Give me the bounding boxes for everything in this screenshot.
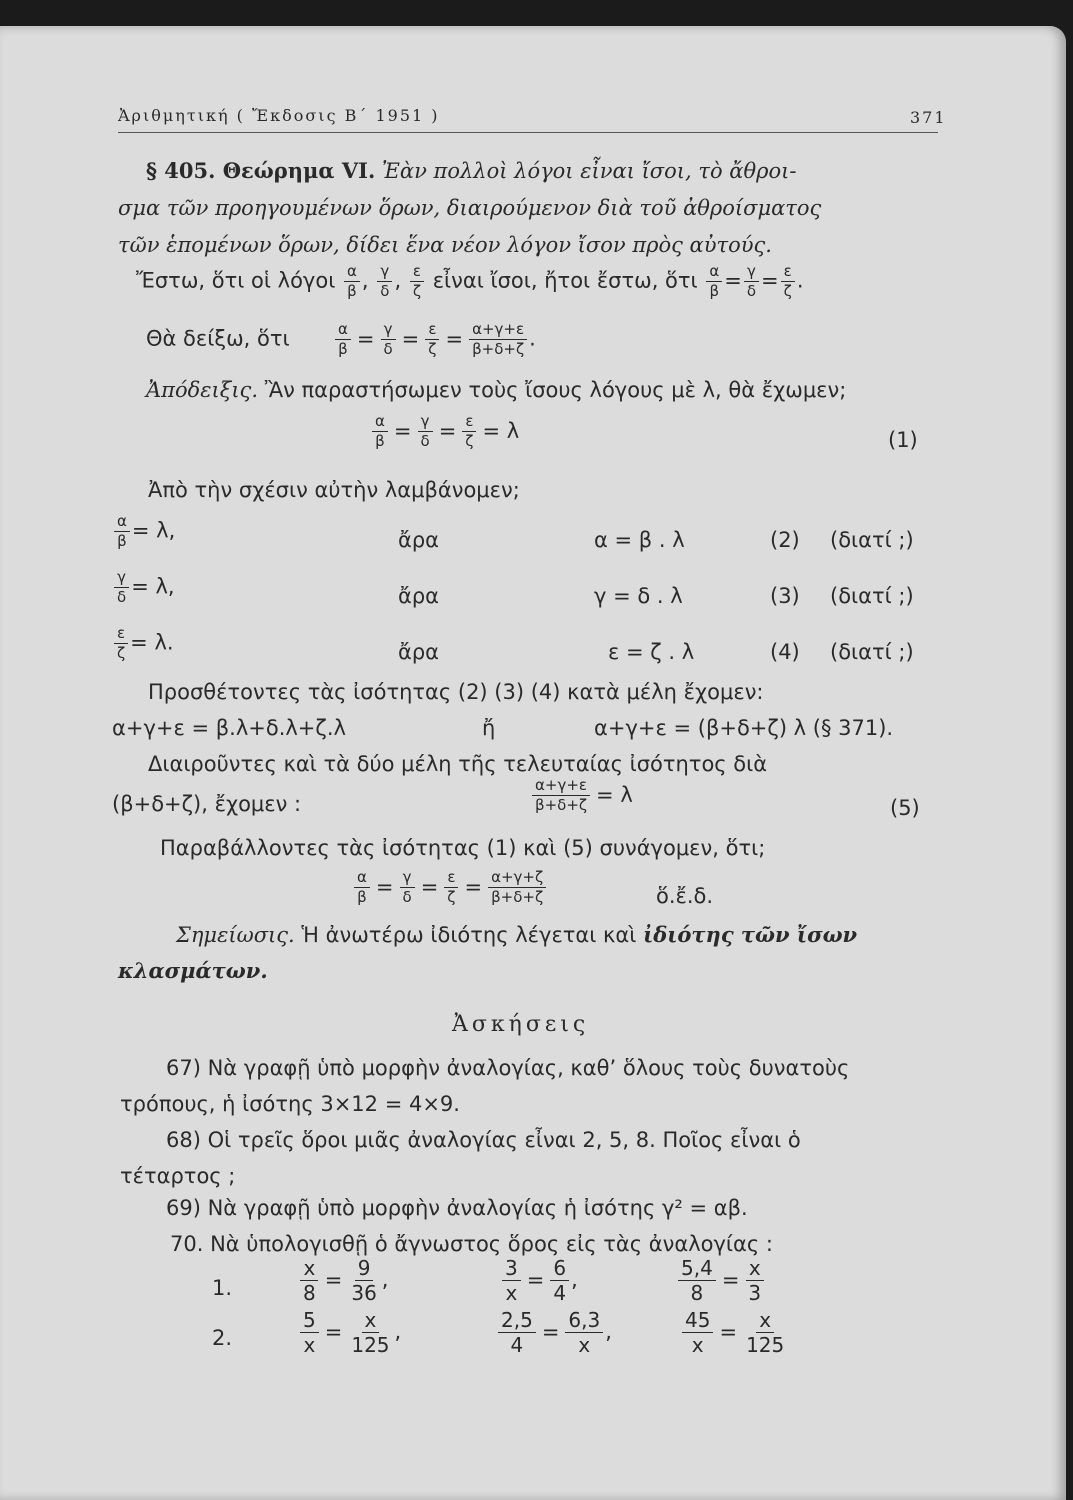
note-label: Σημείωσις. [176,923,295,947]
fraction-g-d: $\frac{\gamma}{\delta}$ [377,264,392,299]
note-emphasis-1: ἰδιότης τῶν ἴσων [643,922,858,947]
final-equation: $\frac{\alpha}{\beta}$ = $\frac{\gamma}{\delta}$ = $\frac{\varepsilon}{\zeta}$ = $\frac{\alpha+\gamma+\zeta}{\beta+\delta+\zeta}$ [352,870,548,905]
equation-1: $\frac{\alpha}{\beta}$ = $\frac{\gamma}{\delta}$ = $\frac{\varepsilon}{\zeta}$ = λ [370,414,523,449]
ara-row-4: ἄρα [398,640,440,664]
let-prefix: Ἔστω, ὅτι οἱ λόγοι [136,268,336,293]
note-line-1 [176,922,857,947]
note-emphasis-2: κλασμάτων. [118,958,268,983]
let-mid: εἶναι ἴσοι, ἤτοι ἔστω, ὅτι [432,268,698,293]
label-row-2: (2) [770,528,800,552]
sum-right: α+γ+ε = (β+δ+ζ) λ (§ 371). [594,716,894,740]
ara-row-2: ἄρα [398,528,440,552]
result-row-3: γ = δ . λ [594,584,683,608]
comparing-line: Παραβάλλοντες τὰς ἰσότητας (1) καὶ (5) συνάγομεν, ὅτι; [160,836,766,860]
running-header-title: Ἀριθμητική ( Ἔκδοσις Β΄ 1951 ) [118,106,440,125]
exercise-69: 69) Νὰ γραφῇ ὑπὸ μορφὴν ἀναλογίας ἡ ἰσότης γ² = αβ. [166,1196,748,1220]
proportion-2a: $\frac{5}{x}$ = $\frac{x}{125}$ , [298,1310,401,1355]
ara-row-3: ἄρα [398,584,440,608]
theorem-statement-line-2: σμα τῶν προηγουμένων ὅρων, διαιρούμενον διὰ τοῦ ἀθροίσματος [118,196,822,220]
label-row-3: (3) [770,584,800,608]
ratio-e-z-lambda: $\frac{\varepsilon}{\zeta}$ = λ. [112,626,174,661]
proportions-row-2-label: 2. [212,1326,233,1350]
sum-fraction: $\frac{\alpha+\gamma+\varepsilon}{\beta+\delta+\zeta}$ [469,322,527,357]
divisor-line: (β+δ+ζ), ἔχομεν : [112,792,302,816]
let-ratios-line: Ἔστω, ὅτι οἱ λόγοι $\frac{\alpha}{\beta}$ , $\frac{\gamma}{\delta}$ , $\frac{\varepsilon}{\zeta}$ εἶναι ἴσοι, ἤτοι ἔστω, ὅτι $\frac{\alpha}{\beta}$ = $\frac{\gamma}{\delta}$ = $\frac{\varepsilon}{\zeta}$ . [136,262,804,300]
or-word: ἤ [482,716,496,740]
proportions-row-1-label: 1. [212,1276,233,1300]
exercise-68-line-2: τέταρτος ; [120,1164,236,1188]
proportion-1a: $\frac{x}{8}$ = $\frac{9}{36}$ , [298,1258,388,1303]
theorem-statement-line-3: τῶν ἑπομένων ὅρων, δίδει ἕνα νέον λόγον ἴσον πρὸς αὐτούς. [118,233,772,257]
exercises-heading: Ἀσκήσεις [452,1012,590,1037]
show-that-line: Θὰ δείξω, ὅτι $\frac{\alpha}{\beta}$ = $\frac{\gamma}{\delta}$ = $\frac{\varepsilon}{\zeta}$ = $\frac{\alpha+\gamma+\varepsilon}{\beta+\delta+\zeta}$ . [146,320,536,358]
sum-left: α+γ+ε = β.λ+δ.λ+ζ.λ [112,716,346,740]
proportion-2c: $\frac{45}{x}$ = $\frac{x}{125}$ [680,1310,789,1355]
dividing-line: Διαιροῦντες καὶ τὰ δύο μέλη τῆς τελευταίας ἰσότητος διὰ [148,752,768,776]
why-row-2: (διατί ;) [830,528,914,552]
equation-5-label: (5) [890,796,920,820]
exercise-68-line-1: 68) Οἱ τρεῖς ὅροι μιᾶς ἀναλογίας εἶναι 2, 5, 8. Ποῖος εἶναι ὁ [166,1128,801,1152]
page-number: 371 [910,108,947,127]
exercise-67-line-1: 67) Νὰ γραφῇ ὑπὸ μορφὴν ἀναλογίας, καθ’ ὅλους τοὺς δυνατοὺς [166,1056,850,1080]
book-page [0,26,1066,1500]
theorem-heading: § 405. Θεώρημα VI. [146,158,376,183]
proof-line [146,378,846,402]
proof-label: Ἀπόδειξις. [146,378,258,402]
theorem-statement-start: Ἐὰν πολλοὶ λόγοι εἶναι ἴσοι, τὸ ἄθροι- [382,159,797,183]
proof-text: Ἂν παραστήσωμεν τοὺς ἴσους λόγους μὲ λ, θὰ ἔχωμεν; [264,378,847,402]
fraction-e-z: $\frac{\varepsilon}{\zeta}$ [410,264,424,299]
proportion-1c: $\frac{5,4}{8}$ = $\frac{x}{3}$ [676,1258,766,1303]
label-row-4: (4) [770,640,800,664]
exercise-67-line-2: τρόπους, ἡ ἰσότης 3×12 = 4×9. [120,1092,460,1116]
fraction-a-b: $\frac{\alpha}{\beta}$ [344,264,360,299]
header-rule [118,132,938,133]
equation-1-label: (1) [888,428,918,452]
why-row-3: (διατί ;) [830,584,914,608]
exercise-70: 70. Νὰ ὑπολογισθῇ ὁ ἄγνωστος ὅρος εἰς τὰς ἀναλογίας : [170,1232,773,1256]
from-relation-line: Ἀπὸ τὴν σχέσιν αὐτὴν λαμβάνομεν; [148,478,520,502]
theorem-statement-line-1 [146,158,796,183]
ratio-g-d-lambda: $\frac{\gamma}{\delta}$ = λ, [112,570,175,605]
ratio-a-b-lambda: $\frac{\alpha}{\beta}$ = λ, [112,514,175,549]
adding-line: Προσθέτοντες τὰς ἰσότητας (2) (3) (4) κατὰ μέλη ἔχομεν: [148,680,764,704]
proportion-2b: $\frac{2,5}{4}$ = $\frac{6,3}{x}$ , [496,1310,612,1355]
note-text: Ἡ ἀνωτέρω ἰδιότης λέγεται καὶ [301,923,637,947]
equation-5: $\frac{\alpha+\gamma+\varepsilon}{\beta+\delta+\zeta}$ = λ [530,778,637,813]
show-prefix: Θὰ δείξω, ὅτι [146,326,290,351]
proportion-1b: $\frac{3}{x}$ = $\frac{6}{4}$ , [500,1258,578,1303]
qed-mark: ὅ.ἔ.δ. [656,884,714,908]
result-row-4: ε = ζ . λ [608,640,695,664]
result-row-2: α = β . λ [594,528,685,552]
why-row-4: (διατί ;) [830,640,914,664]
